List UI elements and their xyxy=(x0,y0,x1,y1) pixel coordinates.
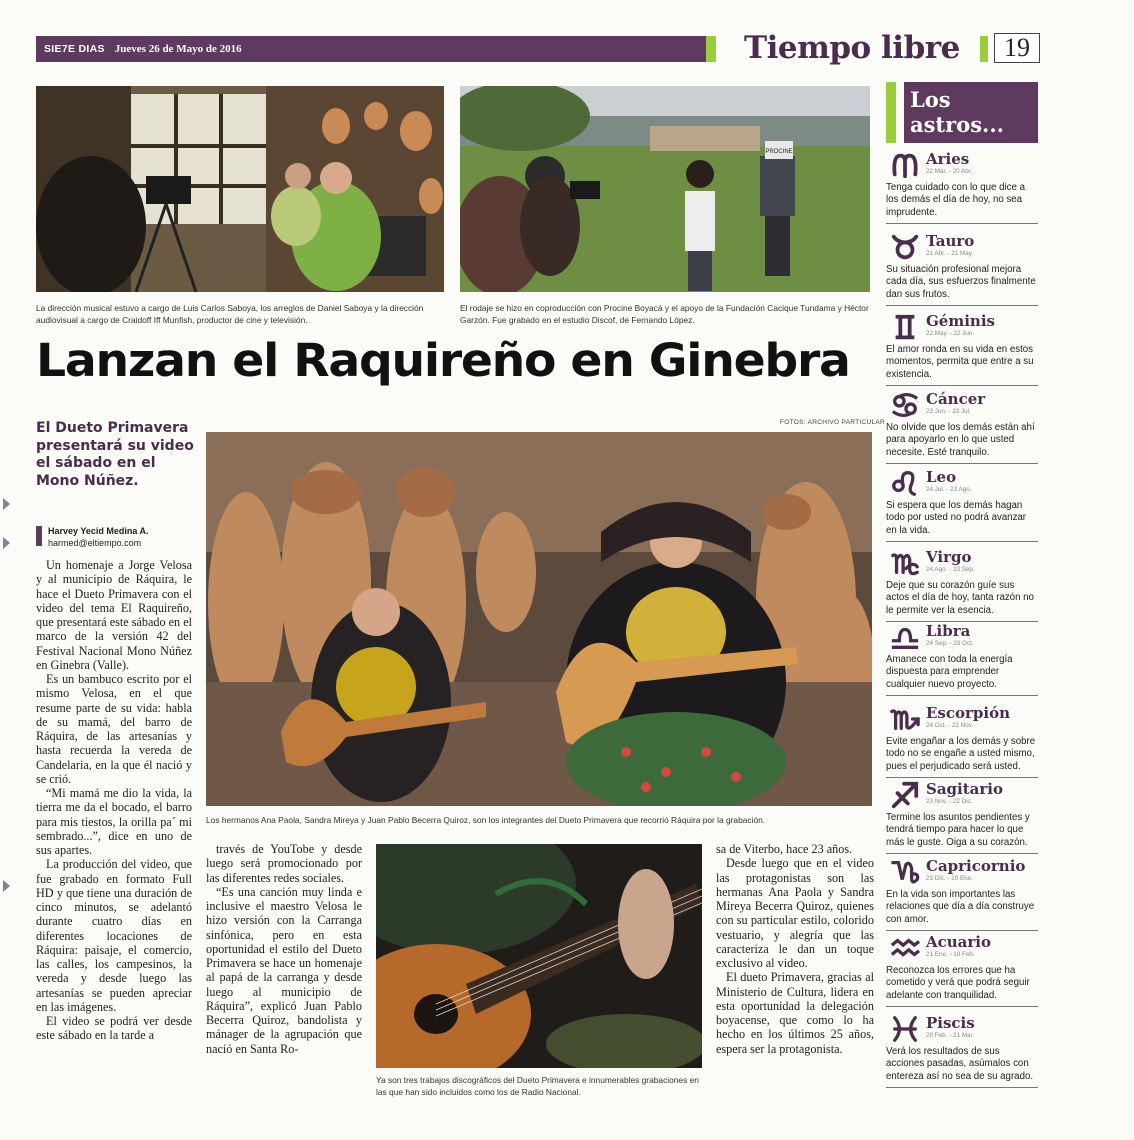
section-header-band xyxy=(36,36,706,62)
sign-dates: 23 Dic. - 20 Ene. xyxy=(926,875,973,882)
sign-dates: 23 Nov. - 22 Dic. xyxy=(926,798,973,805)
headline: Lanzan el Raquireño en Ginebra xyxy=(36,334,850,387)
photo-outdoor-shoot xyxy=(460,86,870,292)
paragraph: El video se podrá ver desde este sábado en la tarde a xyxy=(36,1014,192,1043)
sign-text: Deje que su corazón guíe sus actos el día de hoy, tanta razón no le permite ver la esencia. xyxy=(886,580,1034,616)
sign-header xyxy=(886,780,1038,812)
paragraph: Desde luego que en el video las protagonistas son las hermanas Ana Paola y Sandra Mireya Becerra Quiroz, quienes con su particular estilo, colorido vestuario, y alegría que las caracteriza le dan un toque exclusivo al video. xyxy=(716,856,874,970)
author-name: Harvey Yecid Medina A. xyxy=(48,526,149,536)
margin-arrow-mark xyxy=(3,537,10,549)
horoscope-sign xyxy=(886,1014,1038,1088)
sign-name: Piscis xyxy=(926,1014,975,1032)
pisces-icon xyxy=(888,1014,922,1044)
sign-dates: 23 Jun. - 23 Jul. xyxy=(926,408,971,415)
sign-name: Sagitario xyxy=(926,780,1003,798)
horoscope-sign xyxy=(886,704,1038,778)
horoscope-sign xyxy=(886,548,1038,622)
sagittarius-icon xyxy=(888,780,922,810)
sign-name: Virgo xyxy=(926,548,972,566)
photo-studio-recording xyxy=(36,86,444,292)
sign-text: Evite engañar a los demás y sobre todo no se engañe a usted mismo, pues el perjudicado será usted. xyxy=(886,736,1036,772)
horoscope-title-box xyxy=(904,82,1038,143)
horoscope-title-line-2: astros... xyxy=(910,112,1004,137)
gemini-icon xyxy=(888,312,922,342)
horoscope-sign xyxy=(886,468,1038,542)
sign-name: Aries xyxy=(926,150,970,168)
paragraph: través de YouTobe y desde luego será promocionado por las diferentes redes sociales. xyxy=(206,842,362,885)
sign-text: Tenga cuidado con lo que dice a los demás el día de hoy, no sea imprudente. xyxy=(886,182,1025,218)
aries-icon xyxy=(888,150,922,180)
article-column-3 xyxy=(716,842,874,1056)
sign-header xyxy=(886,622,1038,654)
paragraph: Un homenaje a Jorge Velosa y al municipio de Ráquira, le hace el Dueto Primavera con el video del tema El Raquireño, que presentará este sábado en el marco de la versión 42 del Festival Nacional Mono Núñez en Ginebra (Valle). xyxy=(36,558,192,672)
sign-name: Tauro xyxy=(926,232,975,250)
paragraph: El dueto Primavera, gracias al Ministerio de Cultura, lidera en esta oportunidad la delegación boyacense, que como lo ha hecho en los últimos 25 años, espera ser la protagonista. xyxy=(716,970,874,1056)
taurus-icon xyxy=(888,232,922,262)
sign-text: Reconozca los errores que ha cometido y verá que podrá seguir adelante con tranquilidad. xyxy=(886,965,1030,1001)
caption-main-photo: Los hermanos Ana Paola, Sandra Mireya y Juan Pablo Becerra Quiroz, son los integrantes del Dueto Primavera que recorrió Ráquira por la grabación. xyxy=(206,815,766,825)
author-email[interactable]: harmed@eltiempo.com xyxy=(48,538,142,548)
sign-name: Cáncer xyxy=(926,390,986,408)
sign-name: Acuario xyxy=(926,933,992,951)
clapperboard-text: PROCINE xyxy=(765,149,793,155)
horoscope-sign xyxy=(886,150,1038,224)
sign-header xyxy=(886,390,1038,422)
horoscope-sign xyxy=(886,232,1038,306)
cancer-icon xyxy=(888,390,922,420)
sign-dates: 24 Sep. - 23 Oct. xyxy=(926,640,974,647)
libra-icon xyxy=(888,622,922,652)
sign-dates: 20 Feb. - 21 Mar. xyxy=(926,1032,974,1039)
sign-text: Termine los asuntos pendientes y tendrá tiempo para hacer lo que más le guste. Oiga a su corazón. xyxy=(886,812,1030,848)
sign-name: Escorpión xyxy=(926,704,1011,722)
sign-dates: 24 Jul. - 23 Ago. xyxy=(926,486,972,493)
sign-name: Libra xyxy=(926,622,971,640)
sign-header xyxy=(886,704,1038,736)
byline xyxy=(36,525,201,549)
sign-name: Capricornio xyxy=(926,857,1026,875)
section-name: SIE7E DIAS xyxy=(44,43,105,55)
horoscope-title-line-1: Los xyxy=(910,87,951,112)
sign-header xyxy=(886,312,1038,344)
sign-name: Géminis xyxy=(926,312,995,330)
virgo-icon xyxy=(888,548,922,578)
sign-dates: 22 May. - 22 Jun. xyxy=(926,330,975,337)
sign-header xyxy=(886,232,1038,264)
sign-name: Leo xyxy=(926,468,957,486)
paragraph: “Mi mamá me dio la vida, la tierra me da el bocado, el barro para mis tiestos, la orilla pa´ mi sembrado...”, dice en uno de sus apartes. xyxy=(36,786,192,857)
article-column-2 xyxy=(206,842,362,1056)
sign-dates: 21 Abr. - 21 May. xyxy=(926,250,974,257)
page-number: 19 xyxy=(994,33,1040,63)
sign-text: Si espera que los demás hagan todo por usted no podrá avanzar en la vida. xyxy=(886,500,1027,536)
sign-text: En la vida son importantes las relaciones que día a día construye con amor. xyxy=(886,889,1035,925)
sign-header xyxy=(886,1014,1038,1046)
margin-arrow-mark xyxy=(3,880,10,892)
sign-header xyxy=(886,548,1038,580)
paragraph: Es un bambuco escrito por el mismo Velosa, en el que resume parte de su vida: habla de su mamá, del barro de Ráquira, de las artesanías y hasta recuerda la vereda de Candelaria, en la que él nació y se crió. xyxy=(36,672,192,786)
page-number-accent xyxy=(980,36,988,62)
sign-text: Su situación profesional mejora cada día, sus esfuerzos finalmente dan sus frutos. xyxy=(886,264,1036,300)
photo-guitar-closeup xyxy=(376,844,702,1068)
photo-dueto-primavera xyxy=(206,432,872,806)
sign-dates: 24 Ago. - 23 Sep. xyxy=(926,566,975,573)
aquarius-icon xyxy=(888,933,922,963)
sign-header xyxy=(886,468,1038,500)
horoscope-sign xyxy=(886,622,1038,696)
paragraph: La producción del video, que fue grabado en formato Full HD y que tiene una duración de cinco minutos, se adelantó durante cuatro días en diferentes locaciones de Ráquira: paisaje, el comercio, las calles, los campesinos, la vereda y desde luego las artesanías se pueden apreciar en las imágenes. xyxy=(36,857,192,1014)
margin-arrow-mark xyxy=(3,498,10,510)
section-title: Tiempo libre xyxy=(744,30,960,66)
leo-icon xyxy=(888,468,922,498)
sign-text: Verá los resultados de sus acciones pasadas, asúmalos con entereza así no sea de su agrado. xyxy=(886,1046,1034,1082)
capricorn-icon xyxy=(888,857,922,887)
horoscope-sign xyxy=(886,312,1038,386)
lead-paragraph: El Dueto Primavera presentará su video el sábado en el Mono Núñez. xyxy=(36,420,194,489)
scorpio-icon xyxy=(888,704,922,734)
horoscope-sign xyxy=(886,780,1038,854)
caption-studio-photo: La dirección musical estuvo a cargo de Luis Carlos Saboya, los arreglos de Daniel Saboya y la dirección audiovisual a cargo de Craidoff Iff Munfish, productor de cine y televisión. xyxy=(36,303,424,325)
caption-outdoor-photo: El rodaje se hizo en coproducción con Procine Boyacá y el apoyo de la Fundación Cacique Tundama y Héctor Garzón. Fue grabado en el estudio Discof, de Fernando López. xyxy=(460,303,869,325)
sign-header xyxy=(886,857,1038,889)
sign-text: Amanece con toda la energía dispuesta para emprender cualquier nuevo proyecto. xyxy=(886,654,1013,690)
photo-credit: FOTOS: ARCHIVO PARTICULAR xyxy=(780,419,886,426)
sign-text: No olvide que los demás están ahí para apoyarlo en lo que usted necesite. Esté tranquilo. xyxy=(886,422,1035,458)
sign-text: El amor ronda en su vida en estos momentos, permita que entre a su existencia. xyxy=(886,344,1034,380)
horoscope-sign xyxy=(886,390,1038,464)
article-column-1 xyxy=(36,558,192,1043)
header-accent-bar xyxy=(706,36,716,62)
horoscope-sign xyxy=(886,857,1038,931)
sign-dates: 24 Oct. - 22 Nov. xyxy=(926,722,974,729)
sign-header xyxy=(886,150,1038,182)
sign-header xyxy=(886,933,1038,965)
horoscope-accent-bar xyxy=(886,82,896,143)
paragraph: “Es una canción muy linda e inclusive el maestro Velosa le hizo versión con la Carranga sinfónica, pero en esta oportunidad el estilo del Dueto Primavera se hace un homenaje al papá de la carranga y desde luego al municipio de Ráquira”, explicó Juan Pablo Becerra Quiroz, bandolista y mánager de la agrupación que nació en Santa Ro- xyxy=(206,884,362,1056)
issue-date: Jueves 26 de Mayo de 2016 xyxy=(114,43,242,55)
caption-guitar-photo: Ya son tres trabajos discográficos del Dueto Primavera e innumerables grabaciones en las que han sido incluidos como los de Radio Nacional. xyxy=(376,1075,699,1097)
sign-dates: 21 Ene. - 19 Feb. xyxy=(926,951,975,958)
horoscope-sign xyxy=(886,933,1038,1007)
paragraph: sa de Viterbo, hace 23 años. xyxy=(716,842,853,856)
sign-dates: 22 Mar. - 20 Abr. xyxy=(926,168,973,175)
